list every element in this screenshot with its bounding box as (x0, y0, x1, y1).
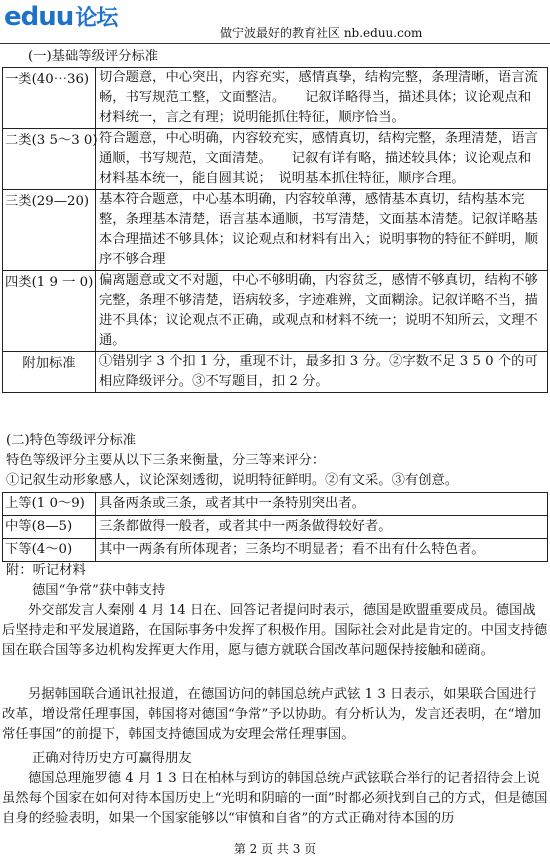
logo-cn-text: 论坛 (75, 6, 118, 31)
table-row (3, 68, 548, 129)
grade-description: 其中一两条有所体现者；三条均不明显者；看不出有什么特色者。 (96, 539, 548, 562)
grade-label: 一类(40⋯36) (3, 68, 96, 129)
news1-title: 德国“争常”获中韩支持 (32, 583, 166, 598)
table-row (3, 539, 548, 562)
table-row (3, 493, 548, 516)
grade-description: 具备两条或三条，或者其中一条特别突出者。 (96, 493, 548, 516)
page-footer: 第 2 页 共 3 页 (233, 842, 317, 856)
section2-criteria: ①记叙生动形象感人，议论深刻透彻，说明特征鲜明。②有文采。③有创意。 (6, 473, 459, 488)
grade-label: 下等(4～0) (3, 539, 96, 562)
grade-description: 三条都做得一般者，或者其中一两条做得较好者。 (96, 516, 548, 539)
grade-label: 四类(1 9 一 0) (3, 271, 96, 352)
section2-intro: 特色等级评分主要从以下三条来衡量，分三等来评分： (6, 453, 326, 468)
site-tagline: 做宁波最好的教育社区 nb.eduu.com (220, 26, 423, 40)
logo-text: eduu (4, 2, 74, 32)
eduu-logo[interactable] (4, 2, 117, 34)
grade-description: ①错别字 3 个扣 1 分，重现不计，最多扣 3 分。②字数不足 3 5 0 个的可相应降级评分。③不写题目，扣 2 分。 (96, 352, 548, 393)
grade-label: 三类(29—20) (3, 190, 96, 271)
feature-grade-table (2, 492, 548, 562)
grade-description: 偏离题意或文不对题，中心不够明确，内容贫乏，感情不够真切，结构不够完整，条理不够清楚，语病较多，字迹难辨，文面糊涂。记叙详略不当，描进不具体；议论观点不正确，或观点和材料不统一；说明不知所云，文理不通。 (96, 271, 548, 352)
grade-label: 附加标准 (3, 352, 96, 393)
grade-label: 上等(1 0～9) (3, 493, 96, 516)
appendix-title: 附：听记材料 (6, 563, 86, 578)
header-divider (0, 43, 550, 44)
table-row (3, 352, 548, 393)
grade-description: 切合题意，中心突出，内容充实，感情真挚，结构完整，条理清晰，语言流畅，书写规范工整，文面整洁。 记叙详略得当，描述具体；议论观点和材料统一，言之有理；说明能抓住特征，顺序恰当。 (96, 68, 548, 129)
page-header (0, 0, 550, 46)
table-row (3, 129, 548, 190)
table-row (3, 516, 548, 539)
section1-title: (一)基础等级评分标准 (28, 49, 159, 64)
table-row (3, 190, 548, 271)
news2-title: 正确对待历史方可赢得朋友 (32, 751, 192, 766)
news2-paragraph: 德国总理施罗德 4 月 1 3 日在柏林与到访的韩国总统卢武铉联合举行的记者招待会上说虽然每个国家在如何对待本国历史上“光明和阴暗的一面”时都必须找到自己的方式，但是德国自身的经验表明，如果一个国家能够以“审慎和自省”的方式正确对待本国的历 (2, 771, 548, 826)
grade-label: 二类(3 5～3 0) (3, 129, 96, 190)
grade-description: 符合题意，中心明确，内容较充实，感情真切，结构完整，条理清楚，语言通顺，书写规范，文面清楚。 记叙有详有略，描述较具体；议论观点和材料基本统一，能自圆其说； 说明基本抓住特征，顺序合理。 (96, 129, 548, 190)
grade-label: 中等(8—5) (3, 516, 96, 539)
table-row (3, 271, 548, 352)
grade-description: 基本符合题意，中心基本明确，内容较单薄，感情基本真切，结构基本完整，条理基本清楚，语言基本通顺，书写清楚，文面基本清楚。记叙详略基本合理描述不够具体；议论观点和材料有出入；说明事物的特征不鲜明，顺序不够合理 (96, 190, 548, 271)
news1-paragraph: 外交部发言人秦刚 4 月 14 日在、回答记者提问时表示，德国是欧盟重要成员。德国战后坚持走和平发展道路，在国际事务中发挥了积极作用。国际社会对此是肯定的。中国支持德国在联合国等多边机构发挥更大作用，愿与德方就联合国改革问题保持接触和磋商。 (2, 603, 548, 658)
basic-grade-table (2, 67, 548, 393)
section2-title: (二)特色等级评分标准 (6, 433, 137, 448)
news1-paragraph: 另据韩国联合通讯社报道，在德国访问的韩国总统卢武铉 1 3 日表示，如果联合国进行改革，增设常任理事国，韩国将对德国“争常”予以协助。有分析认为，发言还表明，在“增加常任事国”的前提下，韩国支持德国成为安理会常任理事国。 (2, 687, 541, 742)
